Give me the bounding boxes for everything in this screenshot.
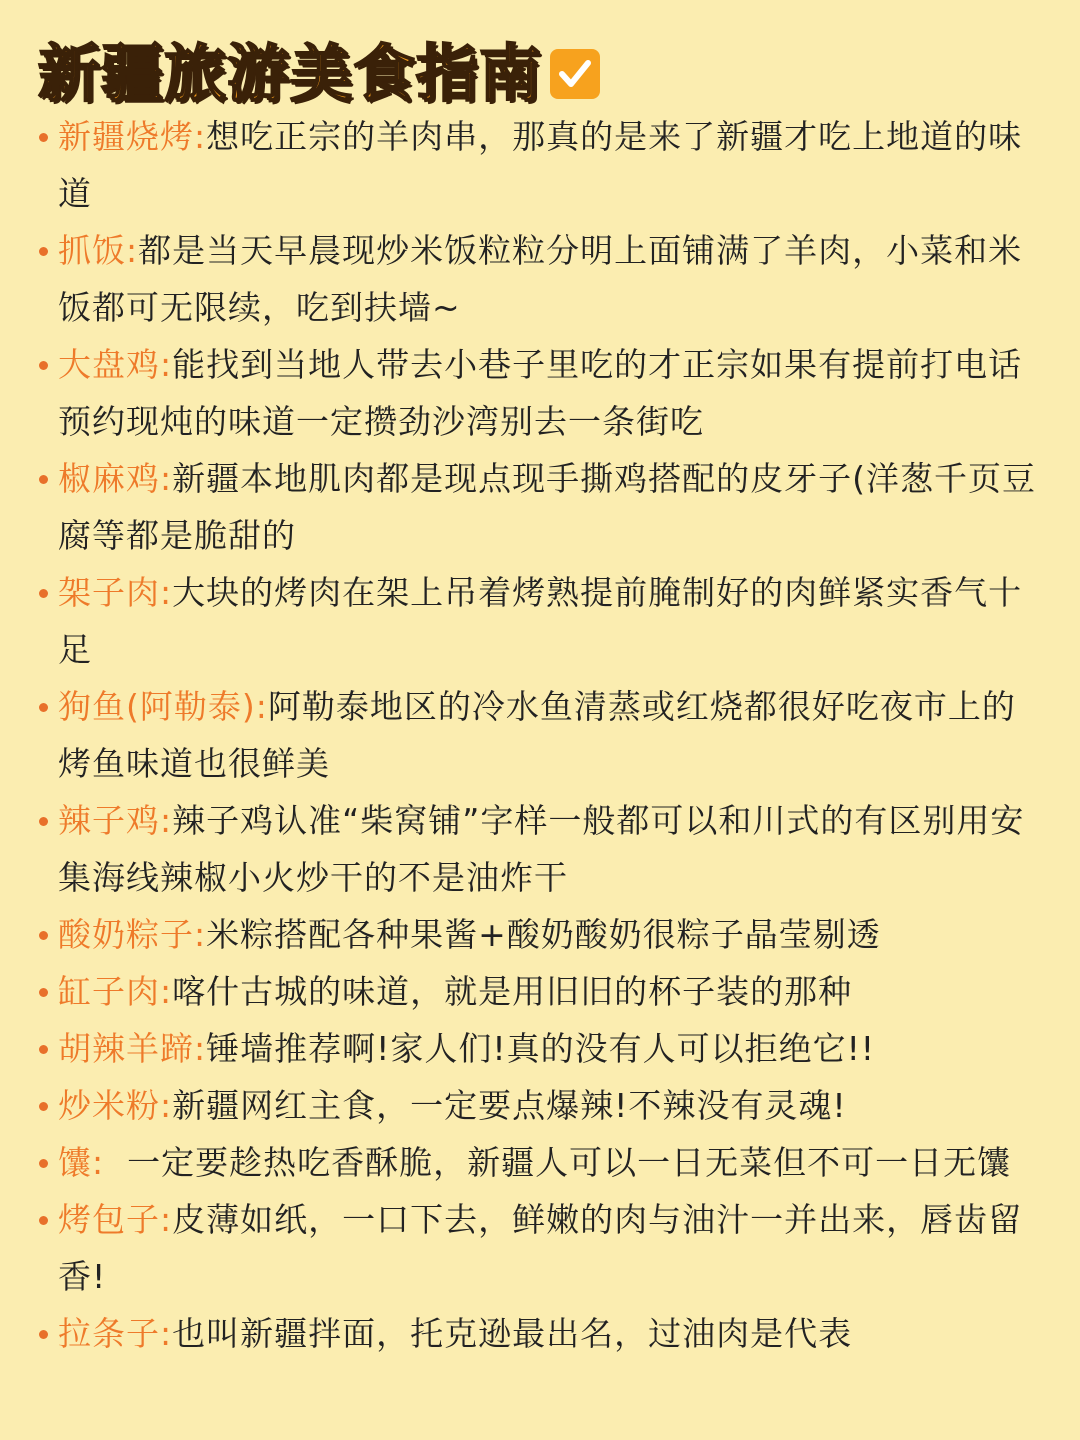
food-description: 阿勒泰地区的冷水鱼清蒸或红烧都很好吃夜市上的烤鱼味道也很鲜美 bbox=[58, 687, 1016, 783]
list-item bbox=[36, 1305, 1046, 1362]
food-description: 辣子鸡认准“柴窝铺”字样一般都可以和川式的有区别用安集海线辣椒小火炒干的不是油炸干 bbox=[58, 801, 1025, 897]
bullet-dot bbox=[39, 988, 48, 997]
page-header bbox=[38, 36, 600, 112]
bullet-dot bbox=[39, 703, 48, 712]
check-box-icon bbox=[550, 49, 600, 99]
list-item bbox=[36, 108, 1046, 222]
food-name: 缸子肉: bbox=[58, 972, 173, 1011]
food-description: 新疆本地肌肉都是现点现手撕鸡搭配的皮牙子(洋葱千页豆腐等都是脆甜的 bbox=[58, 459, 1036, 555]
food-name: 椒麻鸡: bbox=[58, 459, 173, 498]
food-list bbox=[36, 108, 1046, 1362]
list-item bbox=[36, 906, 1046, 963]
food-description: 喀什古城的味道，就是用旧旧的杯子装的那种 bbox=[172, 972, 853, 1011]
food-description: 锤墙推荐啊!家人们!真的没有人可以拒绝它!! bbox=[206, 1029, 876, 1068]
food-name: 抓饭: bbox=[58, 231, 139, 270]
list-item bbox=[36, 1134, 1046, 1191]
bullet-dot bbox=[39, 133, 48, 142]
bullet-dot bbox=[39, 1216, 48, 1225]
food-description: 新疆网红主食，一定要点爆辣!不辣没有灵魂! bbox=[172, 1086, 847, 1125]
food-description: 也叫新疆拌面，托克逊最出名，过油肉是代表 bbox=[172, 1314, 853, 1353]
food-name: 拉条子: bbox=[58, 1314, 173, 1353]
food-description: 都是当天早晨现炒米饭粒粒分明上面铺满了羊肉，小菜和米饭都可无限续，吃到扶墙~ bbox=[58, 231, 1023, 327]
list-item bbox=[36, 1077, 1046, 1134]
list-item bbox=[36, 450, 1046, 564]
food-description: 想吃正宗的羊肉串，那真的是来了新疆才吃上地道的味道 bbox=[58, 117, 1023, 213]
food-description: 大块的烤肉在架上吊着烤熟提前腌制好的肉鲜紧实香气十足 bbox=[58, 573, 1023, 669]
food-name: 馕: bbox=[58, 1143, 105, 1182]
bullet-dot bbox=[39, 475, 48, 484]
page-title: 新疆旅游美食指南 bbox=[38, 37, 543, 110]
list-item bbox=[36, 1020, 1046, 1077]
food-description: 能找到当地人带去小巷子里吃的才正宗如果有提前打电话预约现炖的味道一定攒劲沙湾别去一条街吃 bbox=[58, 345, 1023, 441]
list-item bbox=[36, 222, 1046, 336]
bullet-dot bbox=[39, 817, 48, 826]
food-name: 辣子鸡: bbox=[58, 801, 173, 840]
food-name: 狗鱼(阿勒泰): bbox=[58, 687, 268, 726]
food-description: 一定要趁热吃香酥脆，新疆人可以一日无菜但不可一日无馕 bbox=[104, 1143, 1012, 1182]
list-item bbox=[36, 336, 1046, 450]
food-name: 架子肉: bbox=[58, 573, 173, 612]
food-name: 酸奶粽子: bbox=[58, 915, 207, 954]
bullet-dot bbox=[39, 589, 48, 598]
list-item bbox=[36, 1191, 1046, 1305]
food-name: 大盘鸡: bbox=[58, 345, 173, 384]
list-item bbox=[36, 792, 1046, 906]
food-name: 新疆烧烤: bbox=[58, 117, 207, 156]
list-item bbox=[36, 963, 1046, 1020]
bullet-dot bbox=[39, 1045, 48, 1054]
list-item bbox=[36, 678, 1046, 792]
bullet-dot bbox=[39, 361, 48, 370]
bullet-dot bbox=[39, 1102, 48, 1111]
bullet-dot bbox=[39, 931, 48, 940]
food-name: 炒米粉: bbox=[58, 1086, 173, 1125]
bullet-dot bbox=[39, 247, 48, 256]
food-name: 胡辣羊蹄: bbox=[58, 1029, 207, 1068]
food-description: 皮薄如纸，一口下去，鲜嫩的肉与油汁一并出来，唇齿留香! bbox=[58, 1200, 1023, 1296]
bullet-dot bbox=[39, 1330, 48, 1339]
list-item bbox=[36, 564, 1046, 678]
bullet-dot bbox=[39, 1159, 48, 1168]
food-description: 米粽搭配各种果酱+酸奶酸奶很粽子晶莹剔透 bbox=[206, 915, 881, 954]
food-name: 烤包子: bbox=[58, 1200, 173, 1239]
